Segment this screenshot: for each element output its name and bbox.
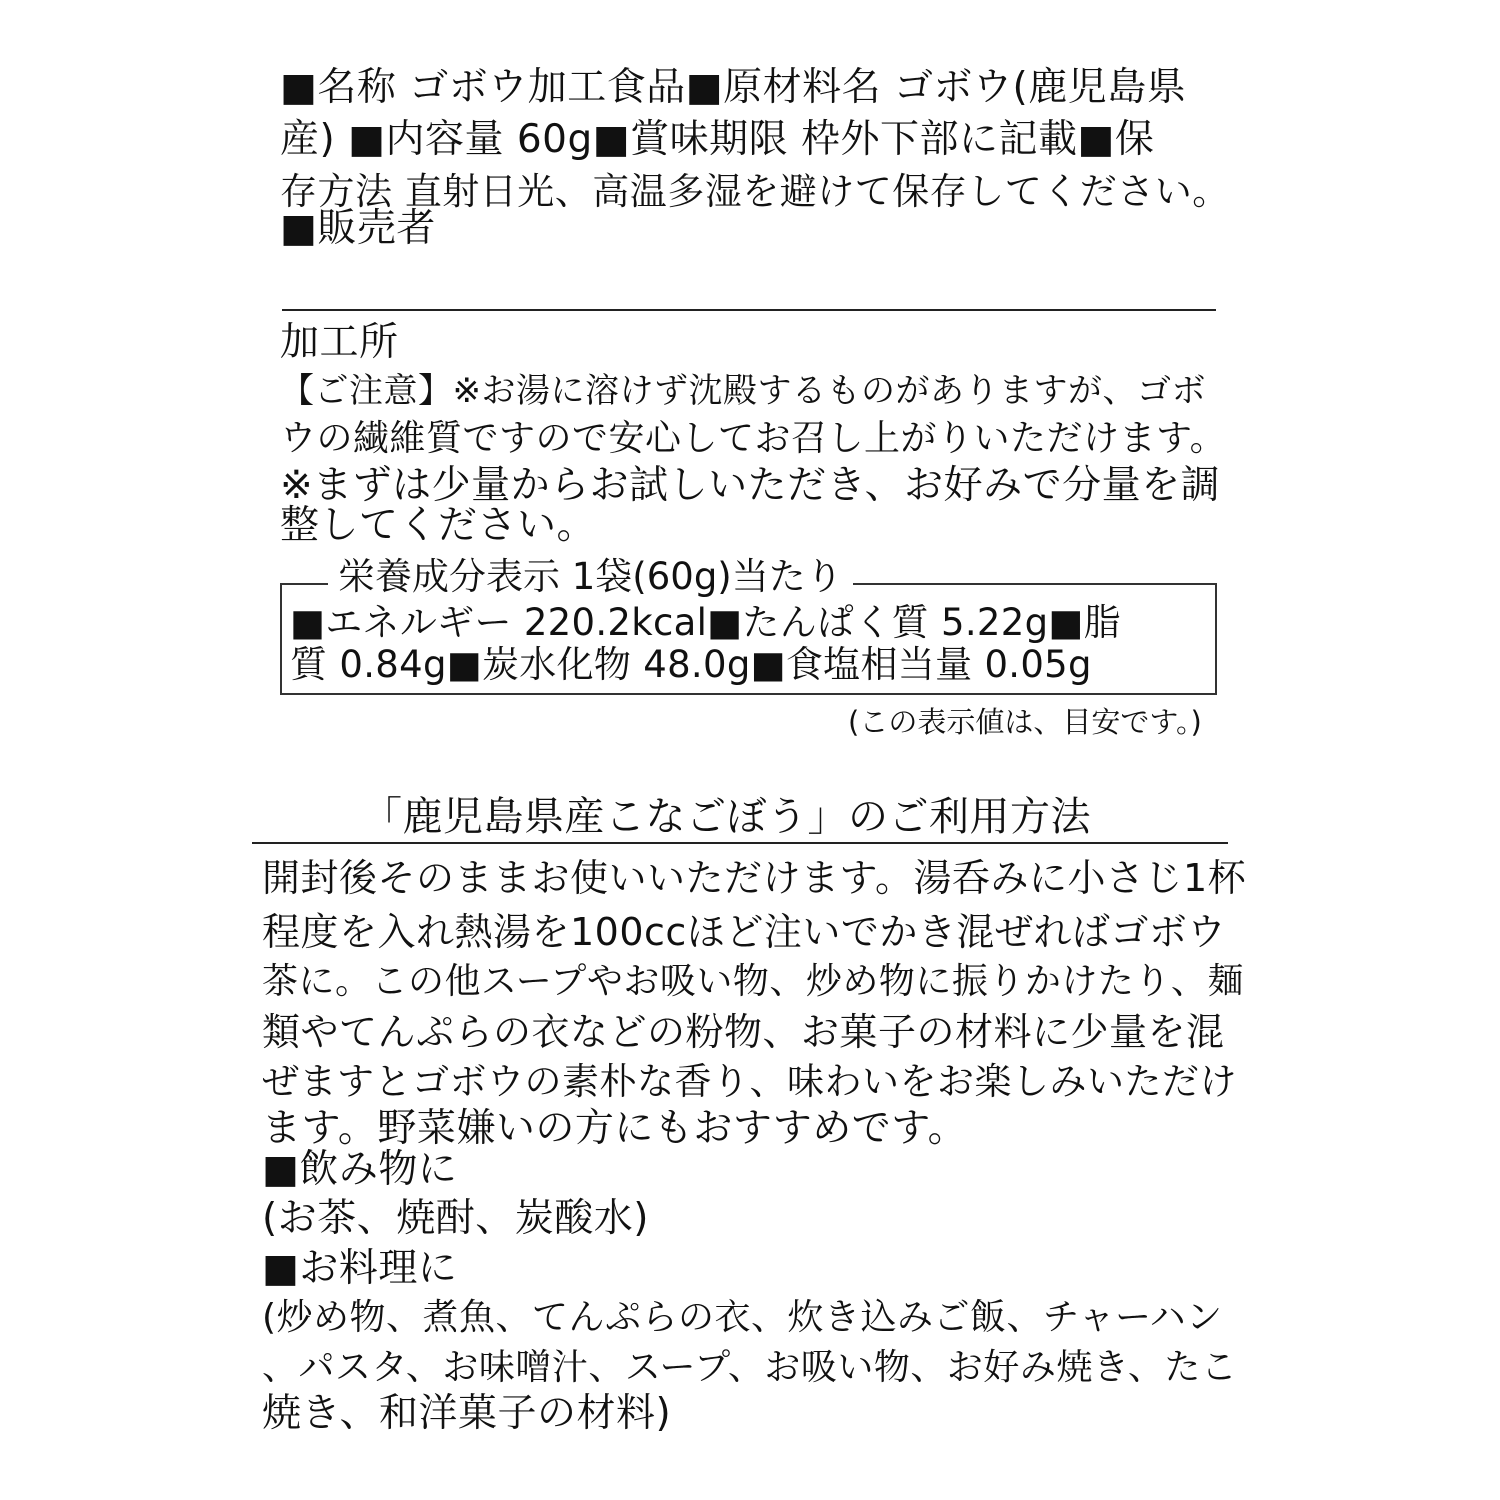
caution-line: ウの繊維質ですので安心してお召し上がりいただけます。 (280, 418, 1227, 459)
usage-heading: 「鹿児島県産こなごぼう」のご利用方法 (362, 794, 1091, 840)
nutrition-line: 質 0.84g■炭水化物 48.0g■食塩相当量 0.05g (290, 643, 1092, 686)
label-info-line: 産) ■内容量 60g■賞味期限 枠外下部に記載■保 (280, 117, 1155, 162)
usage-line: (お茶、焼酎、炭酸水) (262, 1196, 649, 1241)
usage-line: ■飲み物に (262, 1147, 458, 1192)
usage-line: ■お料理に (262, 1246, 458, 1291)
divider-usage (252, 842, 1228, 844)
usage-line: 茶に。この他スープやお吸い物、炒め物に振りかけたり、麺 (262, 961, 1244, 1002)
nutrition-line: ■エネルギー 220.2kcal■たんぱく質 5.22g■脂 (290, 601, 1121, 644)
nutrition-title: 栄養成分表示 1袋(60g)当たり (328, 552, 853, 602)
usage-line: 類やてんぷらの衣などの粉物、お菓子の材料に少量を混 (262, 1010, 1225, 1054)
usage-line: (炒め物、煮魚、てんぷらの衣、炊き込みご飯、チャーハン (262, 1297, 1223, 1338)
caution-line: 【ご注意】※お湯に溶けず沈殿するものがありますが、ゴボ (280, 371, 1206, 411)
usage-line: ます。野菜嫌いの方にもおすすめです。 (262, 1106, 968, 1151)
divider-top (282, 309, 1216, 311)
usage-line: 、パスタ、お味噌汁、スープ、お吸い物、お好み焼き、たこ (262, 1347, 1238, 1388)
caution-line: 整してください。 (280, 503, 597, 548)
usage-line: 焼き、和洋菓子の材料) (262, 1391, 672, 1436)
usage-line: 開封後そのままお使いいただけます。湯呑みに小さじ1杯 (262, 856, 1247, 900)
processor-label: 加工所 (280, 320, 399, 365)
nutrition-note: (この表示値は、目安です。) (848, 705, 1202, 739)
caution-line: ※まずは少量からお試しいただき、お好みで分量を調 (280, 463, 1221, 508)
usage-line: ぜますとゴボウの素朴な香り、味わいをお楽しみいただけ (262, 1060, 1237, 1103)
label-info-line: ■販売者 (280, 206, 436, 251)
usage-line: 程度を入れ熱湯を100ccほど注いでかき混ぜればゴボウ (262, 910, 1226, 954)
label-info-line: ■名称 ゴボウ加工食品■原材料名 ゴボウ(鹿児島県 (280, 65, 1187, 110)
label-info-line: 存方法 直射日光、高温多湿を避けて保存してください。 (280, 170, 1230, 213)
